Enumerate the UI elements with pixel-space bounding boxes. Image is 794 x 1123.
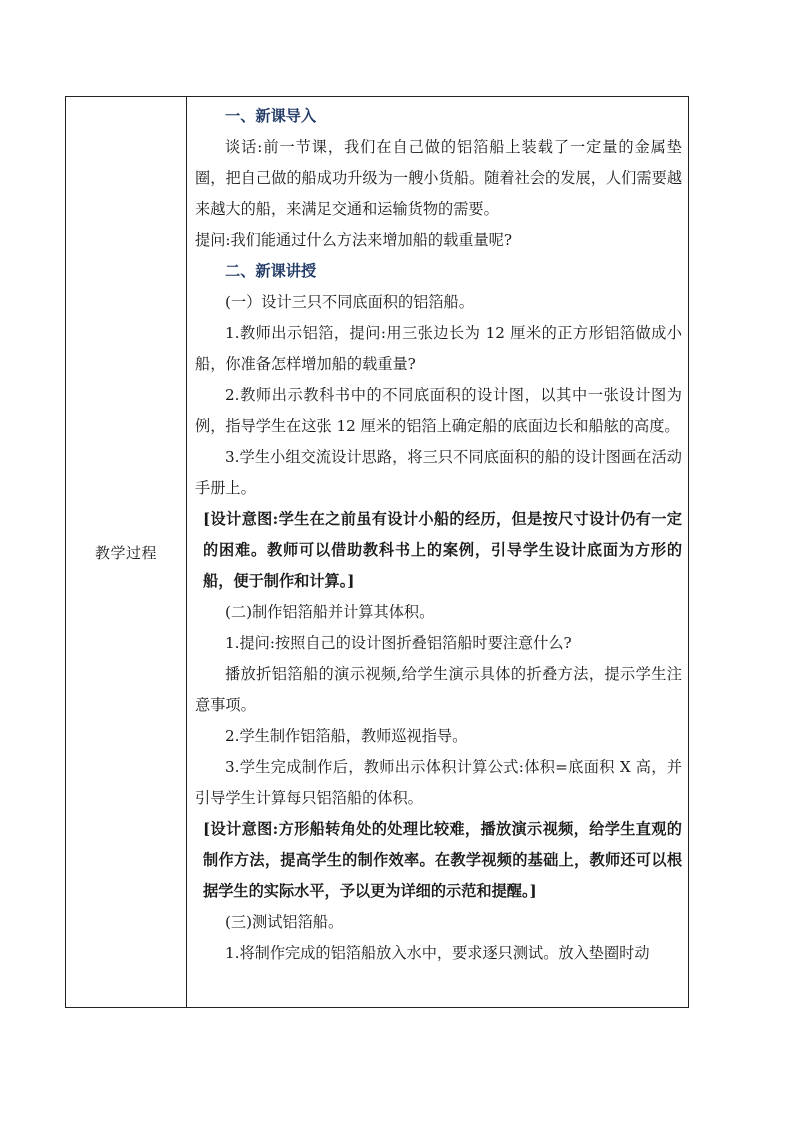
paragraph: 播放折铝箔船的演示视频,给学生演示具体的折叠方法，提示学生注意事项。 [195,665,682,714]
content-cell [187,97,688,1007]
row-label: 教学过程 [94,543,157,562]
paragraph: 1.将制作完成的铝箔船放入水中，要求逐只测试。放入垫圈时动 [225,944,650,962]
paragraph: (三)测试铝箔船。 [225,913,344,931]
row-label-cell [66,97,187,1007]
design-intent-note: [设计意图:方形船转角处的处理比较难，播放演示视频，给学生直观的制作方法，提高学生的制作效率。在教学视频的基础上，教师还可以根据学生的实际水平，予以更为详细的示范和提醒。] [203,820,682,900]
design-intent-note: [设计意图:学生在之前虽有设计小船的经历，但是按尺寸设计仍有一定的困难。教师可以借助教科书上的案例，引导学生设计底面为方形的船，便于制作和计算。] [203,510,682,590]
paragraph: (二)制作铝箔船并计算其体积。 [225,603,435,621]
paragraph: 提问:我们能通过什么方法来增加船的载重量呢? [195,231,513,249]
section-heading: 一、新课导入 [225,107,317,125]
paragraph: 1.教师出示铝箔，提问:用三张边长为 12 厘米的正方形铝箔做成小船，你准备怎样增加船的载重量? [195,324,682,373]
paragraph: 2.教师出示教科书中的不同底面积的设计图，以其中一张设计图为例，指导学生在这张 12 厘米的铝箔上确定船的底面边长和船舷的高度。 [195,386,682,435]
paragraph: 2.学生制作铝箔船，教师巡视指导。 [225,727,468,745]
paragraph: 谈话:前一节课，我们在自己做的铝箔船上装载了一定量的金属垫圈，把自己做的船成功升级为一艘小货船。随着社会的发展，人们需要越来越大的船，来满足交通和运输货物的需要。 [195,138,682,218]
paragraph: (一）设计三只不同底面积的铝箔船。 [225,293,474,311]
lesson-table [65,96,689,1008]
paragraph: 1.提问:按照自己的设计图折叠铝箔船时要注意什么? [225,634,572,652]
paragraph: 3.学生完成制作后，教师出示体积计算公式:体积=底面积 X 高，并引导学生计算每只铝箔船的体积。 [195,758,682,807]
paragraph: 3.学生小组交流设计思路，将三只不同底面积的船的设计图画在活动手册上。 [195,448,682,497]
section-heading: 二、新课讲授 [225,262,317,280]
